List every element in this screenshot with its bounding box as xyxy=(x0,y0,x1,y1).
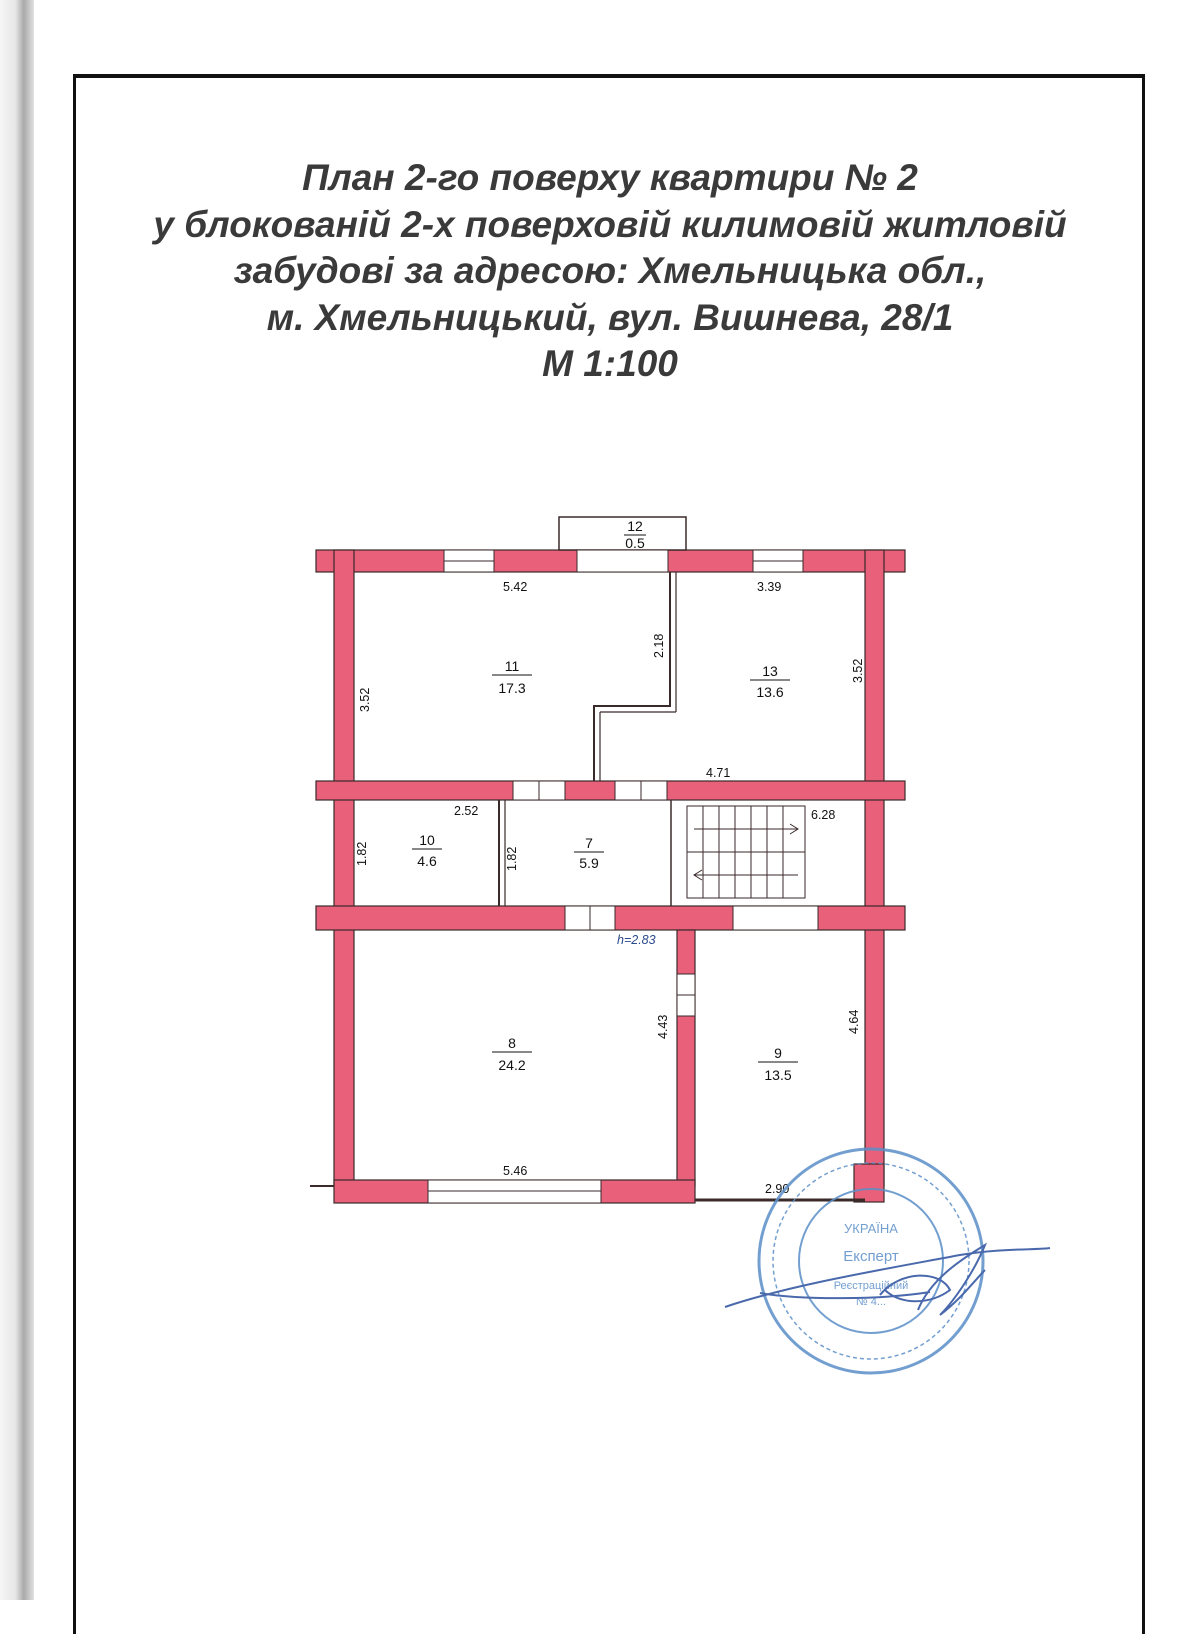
room-9 xyxy=(758,1045,798,1083)
dim-r13-bottom: 4.71 xyxy=(706,766,731,780)
dim-r11-width: 5.42 xyxy=(503,580,528,594)
room-9-area: 13.5 xyxy=(764,1067,792,1083)
room-13-number: 13 xyxy=(762,663,778,679)
stamp-role: Експерт xyxy=(843,1248,899,1265)
dim-r10-width: 2.52 xyxy=(454,804,479,818)
wall-mid-upper xyxy=(316,781,905,800)
room-7 xyxy=(574,835,604,871)
dim-r7-height: 1.82 xyxy=(505,846,519,871)
title-scale: М 1:100 xyxy=(542,343,678,384)
room-7-number: 7 xyxy=(585,835,593,851)
wall-left xyxy=(334,550,354,1186)
dim-r8-width: 5.46 xyxy=(503,1164,528,1178)
room-9-number: 9 xyxy=(774,1045,782,1061)
dim-r8-height: 4.43 xyxy=(656,1014,670,1039)
title-line-3: забудові за адресою: Хмельницька обл., xyxy=(233,250,987,291)
title-line-1: План 2-го поверху квартири № 2 xyxy=(302,157,918,198)
wall-right xyxy=(865,550,884,1186)
room-11-number: 11 xyxy=(504,658,520,674)
dim-r10-height: 1.82 xyxy=(355,841,369,866)
room-8-area: 24.2 xyxy=(498,1057,526,1073)
dim-r13-height: 3.52 xyxy=(851,658,865,683)
dim-r11-height: 3.52 xyxy=(358,687,372,712)
wall-8-9 xyxy=(677,930,695,1186)
dim-r11-step: 2.18 xyxy=(652,633,666,658)
dim-stair-width: 6.28 xyxy=(811,808,836,822)
room-8-number: 8 xyxy=(508,1035,516,1051)
room-12 xyxy=(624,518,646,551)
door-r9 xyxy=(733,906,818,930)
wall-corner-block xyxy=(854,1164,884,1202)
room-13 xyxy=(750,663,790,700)
dim-r13-width: 3.39 xyxy=(757,580,782,594)
staircase xyxy=(687,806,805,898)
stamp-registration: Реєстраційний xyxy=(833,1280,909,1292)
room-10-area: 4.6 xyxy=(417,853,437,869)
title-line-2: у блокованій 2-х поверховій килимовій житловій xyxy=(153,203,1067,245)
dim-r9-width: 2.90 xyxy=(765,1182,790,1196)
room-12-area: 0.5 xyxy=(625,535,645,551)
partition-11-13 xyxy=(594,572,670,781)
ceiling-height-note: h=2.83 xyxy=(617,933,656,947)
room-10-number: 10 xyxy=(419,832,435,848)
room-10 xyxy=(412,832,442,869)
room-7-area: 5.9 xyxy=(579,855,599,871)
room-8 xyxy=(492,1035,532,1073)
room-11-area: 17.3 xyxy=(498,680,526,696)
stamp-number: № 4... xyxy=(855,1296,887,1308)
room-11 xyxy=(492,658,532,696)
balcony-outline xyxy=(559,517,686,550)
room-13-area: 13.6 xyxy=(756,684,784,700)
dim-r9-height: 4.64 xyxy=(847,1009,861,1034)
room-12-number: 12 xyxy=(627,518,643,534)
title-line-4: м. Хмельницький, вул. Вишнева, 28/1 xyxy=(266,296,954,338)
door-balcony xyxy=(577,550,668,572)
walls xyxy=(316,550,905,1203)
stamp-country: УКРАЇНА xyxy=(844,1221,898,1236)
